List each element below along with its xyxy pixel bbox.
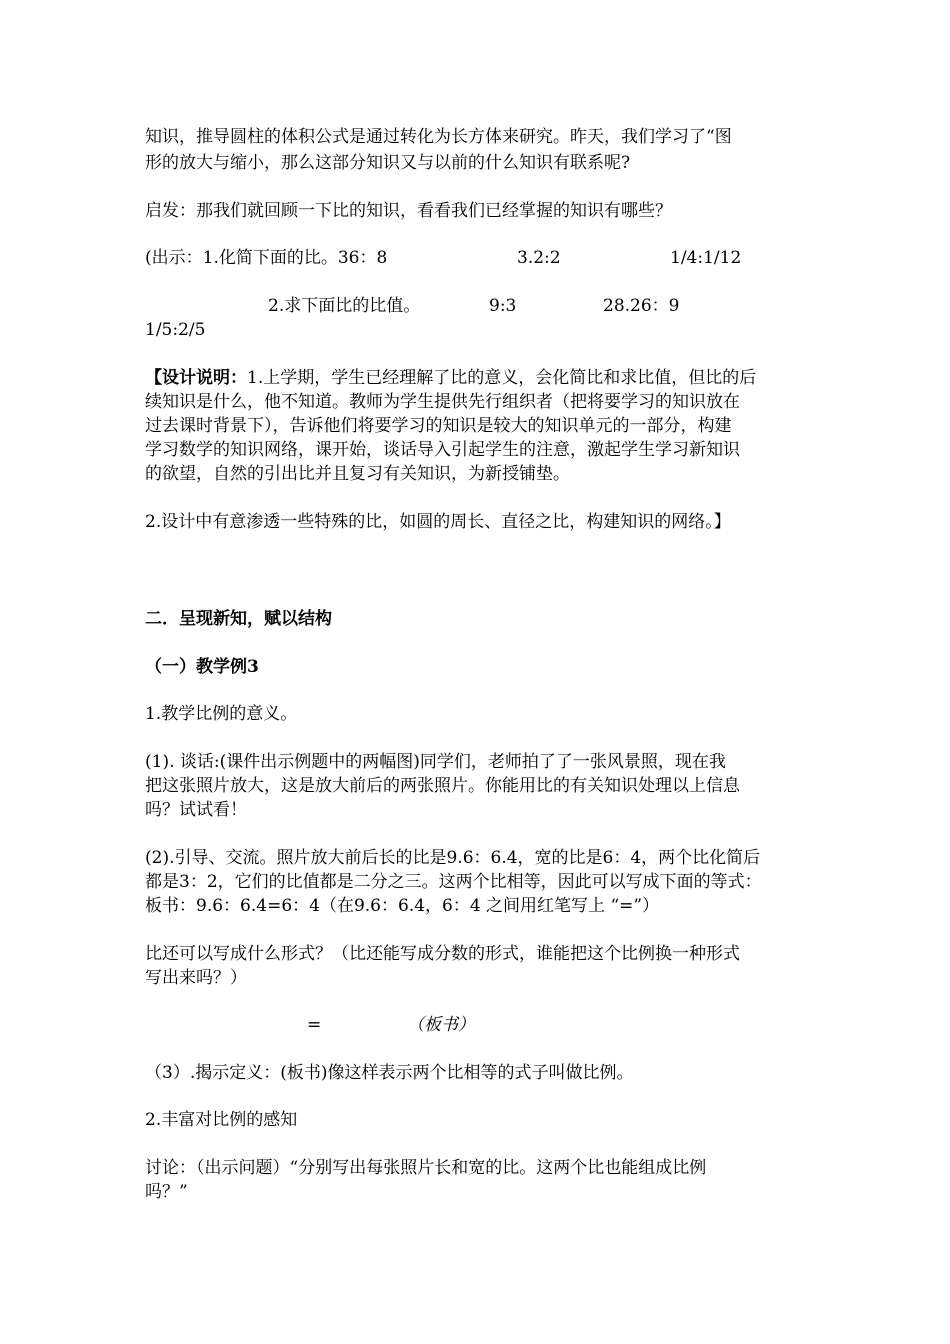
- exercise-1-item-b: 3.2:2: [517, 248, 561, 268]
- item-2-heading: 2.丰富对比例的感知: [145, 1110, 298, 1130]
- discussion-line-1: 讨论：（出示问题）“分别写出每张照片长和宽的比。这两个比也能组成比例: [145, 1158, 707, 1178]
- question-line-1: 比还可以写成什么形式？（比还能写成分数的形式，谁能把这个比例换一种形式: [145, 944, 740, 964]
- step-3-definition: （3）.揭示定义：(板书)像这样表示两个比相等的式子叫做比例。: [145, 1063, 634, 1083]
- paragraph-hint: 启发：那我们就回顾一下比的知识，看看我们已经掌握的知识有哪些？: [145, 201, 672, 221]
- question-line-2: 写出来吗？）: [145, 968, 247, 988]
- design-note-line-1: [145, 366, 756, 390]
- exercise-2-item-c: 1/5:2/5: [145, 320, 206, 340]
- item-1-heading: 1.教学比例的意义。: [145, 704, 298, 724]
- subsection-heading: （一）教学例3: [145, 657, 259, 677]
- exercise-2-item-b: 28.26：9: [603, 296, 680, 316]
- step-1-line-2: 把这张照片放大，这是放大前后的两张照片。你能用比的有关知识处理以上信息: [145, 776, 740, 796]
- paragraph-intro-line-2: 形的放大与缩小，那么这部分知识又与以前的什么知识有联系呢?: [145, 153, 631, 173]
- exercise-1-label: (出示：1.化简下面的比。36：8: [145, 248, 388, 268]
- exercise-2-label: 2.求下面比的比值。: [268, 296, 421, 316]
- exercise-2-item-a: 9:3: [489, 296, 517, 316]
- step-1-line-1: (1). 谈话:(课件出示例题中的两幅图)同学们，老师拍了了一张风景照，现在我: [145, 752, 726, 772]
- step-2-line-1: (2).引导、交流。照片放大前后长的比是9.6：6.4，宽的比是6：4，两个比化简后: [145, 848, 761, 868]
- design-note-heading: 【设计说明：: [145, 368, 247, 388]
- design-note-line-4: 学习数学的知识网络，课开始，谈话导入引起学生的注意，激起学生学习新知识: [145, 440, 740, 460]
- discussion-line-2: 吗？”: [145, 1182, 188, 1202]
- step-1-line-3: 吗？试试看！: [145, 800, 247, 820]
- equals-sign: =: [307, 1015, 322, 1035]
- step-2-line-2: 都是3：2，它们的比值都是二分之三。这两个比相等，因此可以写成下面的等式：: [145, 872, 762, 892]
- design-note-line-2: 续知识是什么，他不知道。教师为学生提供先行组织者（把将要学习的知识放在: [145, 392, 740, 412]
- design-note-point-2: 2.设计中有意渗透一些特殊的比，如圆的周长、直径之比，构建知识的网络。】: [145, 512, 731, 532]
- design-note-line-3: 过去课时背景下），告诉他们将要学习的知识是较大的知识单元的一部分，构建: [145, 416, 732, 436]
- design-note-line-5: 的欲望，自然的引出比并且复习有关知识，为新授铺垫。: [145, 464, 570, 484]
- section-heading: 二．呈现新知，赋以结构: [145, 609, 332, 629]
- exercise-1-item-c: 1/4:1/12: [670, 248, 742, 268]
- step-2-line-3: 板书：9.6：6.4=6：4（在9.6：6.4，6：4 之间用红笔写上 “=”）: [145, 896, 660, 916]
- blackboard-note: （板书）: [407, 1015, 475, 1035]
- paragraph-intro-line-1: 知识，推导圆柱的体积公式是通过转化为长方体来研究。昨天，我们学习了“图: [145, 127, 732, 147]
- design-note-text: 1.上学期，学生已经理解了比的意义，会化简比和求比值，但比的后: [247, 368, 757, 388]
